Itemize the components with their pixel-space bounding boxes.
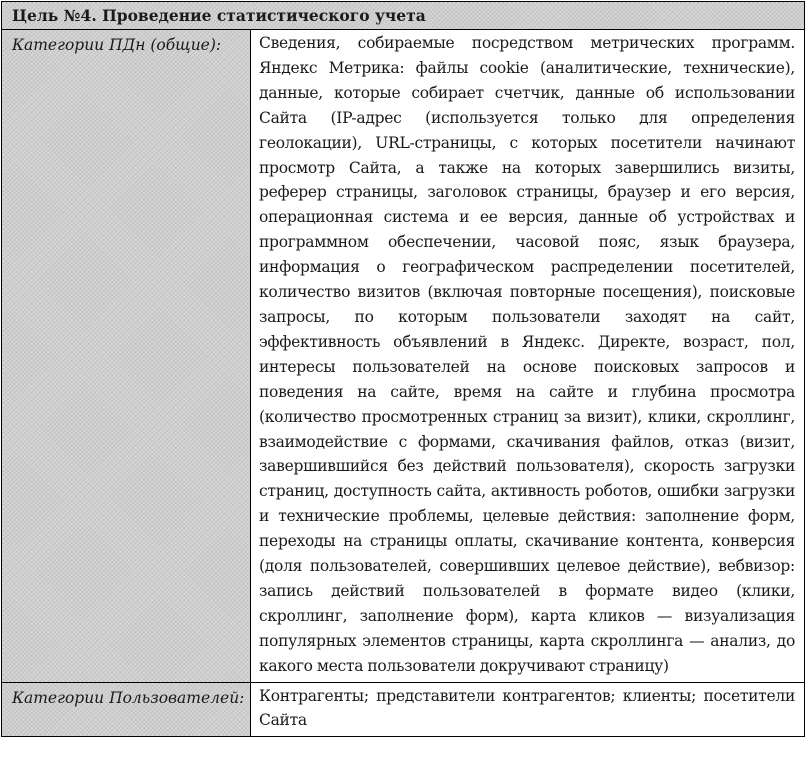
section-title: Цель №4. Проведение статистического учета [2, 2, 805, 30]
table-row [2, 682, 805, 737]
row-label-user-categories: Категории Пользователей: [2, 682, 251, 737]
table-row [2, 30, 805, 683]
user-categories-text: Контрагенты; представители контрагентов; клиенты; посетители Сайта [259, 686, 795, 730]
row-value-pd-categories [251, 30, 805, 683]
section-header-row [2, 2, 805, 30]
purpose-table [1, 1, 805, 737]
pd-categories-text: Сведения, собираемые посредством метрических программ. Яндекс Метрика: файлы cookie (аналитические, технические), данные, которые собирает счетчик, данные об использовании Сайта (IP-адрес (используется только для определения геолокации), URL-страницы, с которых посетители начинают просмотр Сайта, а также на которых завершились визиты, реферер страницы, заголовок страницы, браузер и его версия, операционная система и ее версия, данные об устройствах и программном обеспечении, часовой пояс, язык браузера, информация о географическом распределении посетителей, количество визитов (включая повторные посещения), поисковые запросы, по которым пользователи заходят на сайт, эффективность объявлений в Яндекс. Директе, возраст, пол, интересы пользователей на основе поисковых запросов и поведения на сайте, время на сайте и глубина просмотра (количество просмотренных страниц за визит), клики, скроллинг, взаимодействие с формами, скачивания файлов, отказ (визит, завершившийся без действий пользователя), скорость загрузки страниц, доступность сайта, активность роботов, ошибки загрузки и технические проблемы, целевые действия: заполнение форм, переходы на страницы оплаты, скачивание контента, конверсия (доля пользователей, совершивших целевое действие), вебвизор: запись действий пользователей в формате видео (клики, скроллинг, заполнение форм), карта кликов — визуализация популярных элементов страницы, карта скроллинга — анализ, до какого места пользователи докручивают страницу) [259, 34, 795, 675]
row-value-user-categories [251, 682, 805, 737]
row-label-pd-categories: Категории ПДн (общие): [2, 30, 251, 683]
